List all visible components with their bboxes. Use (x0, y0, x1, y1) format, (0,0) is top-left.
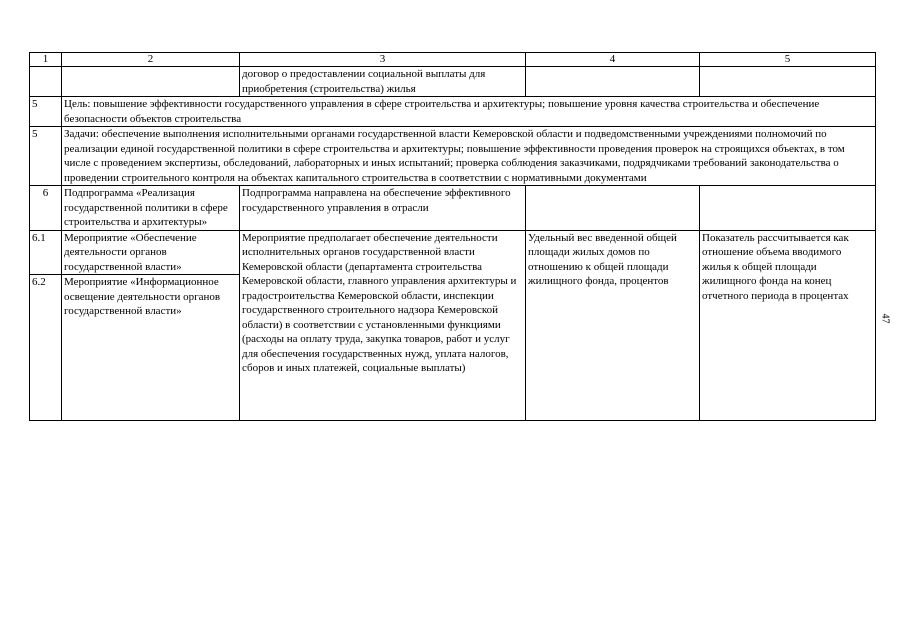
subprogram-row (30, 186, 876, 231)
goal-row (30, 97, 876, 127)
row-number: 5 (30, 97, 62, 127)
table-cell (30, 67, 62, 97)
row-number: 6.1 (30, 230, 62, 275)
activity-name: Мероприятие «Информационное освещение деятельности органов государственной власти» (62, 275, 240, 421)
indicator-name: Удельный вес введенной общей площади жилых домов по отношению к общей площади жилищного фонда, процентов (526, 230, 700, 421)
table-cell (526, 186, 700, 231)
header-cell-1: 1 (30, 53, 62, 67)
contract-cell: договор о предоставлении социальной выплаты для приобретения (строительства) жилья (240, 67, 526, 97)
table-cell (700, 67, 876, 97)
header-cell-3: 3 (240, 53, 526, 67)
table-cell (700, 186, 876, 231)
subprogram-name: Подпрограмма «Реализация государственной политики в сфере строительства и архитектуры» (62, 186, 240, 231)
header-cell-2: 2 (62, 53, 240, 67)
goal-text: Цель: повышение эффективности государственного управления в сфере строительства и архитектуры; повышение уровня качества строительства и обеспечение безопасности объектов строительства (62, 97, 876, 127)
tasks-text: Задачи: обеспечение выполнения исполнительными органами государственной власти Кемеровской области и подведомственными учреждениями полномочий по реализации единой государственной политики в сфере строительства и архитектуры; повышение эффективности проведения проверок на строящихся объектах, в том числе с проведением экспертизы, обследований, лабораторных и иных испытаний; проверка соблюдения заказчиками, подрядчиками требований законодательства о проведении строительного контроля на объектах капитального строительства в соответствии с нормативными документами (62, 127, 876, 186)
row-number: 6.2 (30, 275, 62, 421)
program-table (29, 52, 876, 421)
tasks-row (30, 127, 876, 186)
header-cell-4: 4 (526, 53, 700, 67)
header-row (30, 53, 876, 67)
row-number: 5 (30, 127, 62, 186)
indicator-method: Показатель рассчитывается как отношение объема вводимого жилья к общей площади жилищного фонда на конец отчетного периода в процентах (700, 230, 876, 421)
subprogram-description: Подпрограмма направлена на обеспечение эффективного государственного управления в отрасли (240, 186, 526, 231)
table-cell (62, 67, 240, 97)
activity-description: Мероприятие предполагает обеспечение деятельности исполнительных органов государственной власти Кемеровской области (департамента строительства Кемеровской области, главного управления архитектуры и градостроительства Кемеровской области, инспекции государственного строительного надзора Кемеровской области) в соответствии с установленными функциями (расходы на оплату труда, закупка товаров, работ и услуг для обеспечения государственных нужд, уплата налогов, сборов и иных платежей, социальные выплаты) (240, 230, 526, 421)
header-cell-5: 5 (700, 53, 876, 67)
table-cell (526, 67, 700, 97)
page-number: 47 (879, 313, 891, 324)
activity-row-6-1 (30, 230, 876, 275)
continuation-row (30, 67, 876, 97)
row-number: 6 (30, 186, 62, 231)
activity-name: Мероприятие «Обеспечение деятельности органов государственной власти» (62, 230, 240, 275)
